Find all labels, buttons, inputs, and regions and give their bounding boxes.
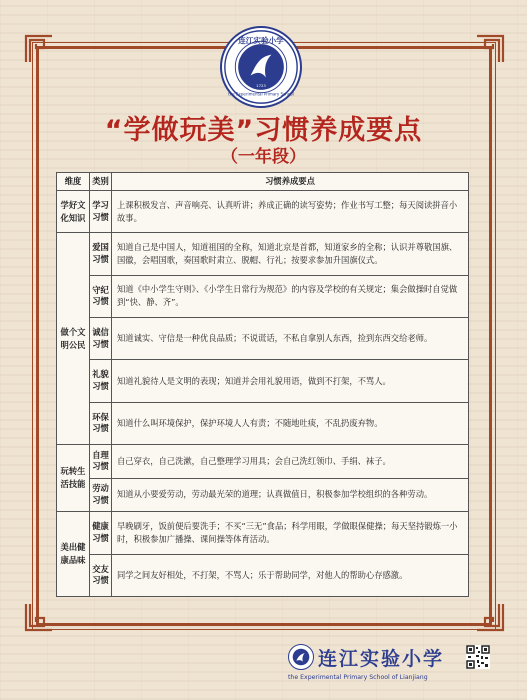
poster-title: “学做玩美”习惯养成要点 <box>104 115 423 146</box>
habits-table <box>56 172 469 597</box>
table-row <box>57 512 469 554</box>
corner-ornament-bottom-left <box>24 602 54 632</box>
points-cell: 同学之间友好相处，不打架，不骂人；乐于帮助同学，对他人的帮助心存感激。 <box>112 554 469 596</box>
corner-ornament-top-right <box>475 34 505 64</box>
table-row <box>57 275 469 317</box>
category-cell: 交友习惯 <box>90 554 112 596</box>
points-cell: 知道诚实、守信是一种优良品质；不说谎话，不私自拿别人东西，捡到东西交给老师。 <box>112 318 469 360</box>
poster-subtitle: （一年段） <box>221 147 306 167</box>
category-cell: 健康习惯 <box>90 512 112 554</box>
points-cell: 知道什么叫环境保护，保护环境人人有责；不随地吐痰，不乱扔废弃物。 <box>112 402 469 444</box>
header-category: 类别 <box>90 173 112 191</box>
dimension-cell: 玩转生活技能 <box>57 445 90 512</box>
school-name-cn: 连江实验小学 <box>318 648 445 670</box>
category-cell: 诚信习惯 <box>90 318 112 360</box>
school-brand <box>288 644 458 684</box>
table-row <box>57 402 469 444</box>
category-cell: 礼貌习惯 <box>90 360 112 402</box>
category-cell: 劳动习惯 <box>90 478 112 511</box>
table-row <box>57 478 469 511</box>
svg-text:连江实验小学: 连江实验小学 <box>238 36 284 46</box>
svg-text:1723: 1723 <box>256 82 266 88</box>
points-cell: 知道自己是中国人，知道祖国的全称，知道北京是首都，知道家乡的全称；认识并尊敬国旗、国徽，会唱国歌，奏国歌时肃立、脱帽、行礼；按要求参加升国旗仪式。 <box>112 233 469 275</box>
category-cell: 环保习惯 <box>90 402 112 444</box>
points-cell: 早晚刷牙，饭前便后要洗手；不买“三无”食品；科学用眼，学做眼保健操；每天坚持锻炼一小时，积极参加广播操、课间操等体育活动。 <box>112 512 469 554</box>
qr-code-icon <box>466 645 490 669</box>
habits-table-container <box>56 172 469 597</box>
category-cell: 守纪习惯 <box>90 275 112 317</box>
svg-text:the Experimental Primary Schoo: the Experimental Primary School <box>228 91 294 97</box>
category-cell: 自理习惯 <box>90 445 112 478</box>
corner-ornament-bottom-right <box>475 602 505 632</box>
school-name-en: the Experimental Primary School of Lianjiang <box>288 674 428 681</box>
points-cell: 知道从小要爱劳动，劳动最光荣的道理；认真做值日，积极参加学校组织的各种劳动。 <box>112 478 469 511</box>
points-cell: 自己穿衣，自己洗漱，自己整理学习用具；会自己洗红领巾、手绢、袜子。 <box>112 445 469 478</box>
school-logo <box>220 26 302 108</box>
category-cell: 爱国习惯 <box>90 233 112 275</box>
dimension-cell: 学好文化知识 <box>57 190 90 232</box>
category-cell: 学习习惯 <box>90 190 112 232</box>
dimension-cell: 美出健康品味 <box>57 512 90 597</box>
table-row <box>57 360 469 402</box>
header-dimension: 维度 <box>57 173 90 191</box>
corner-ornament-top-left <box>24 34 54 64</box>
school-logo-small <box>288 644 314 670</box>
table-header-row <box>57 173 469 191</box>
points-cell: 知道《中小学生守则》、《小学生日常行为规范》的内容及学校的有关规定；集会做操时自觉做到“快、静、齐”。 <box>112 275 469 317</box>
dimension-cell: 做个文明公民 <box>57 233 90 445</box>
table-row <box>57 445 469 478</box>
table-row <box>57 190 469 232</box>
points-cell: 知道礼貌待人是文明的表现；知道并会用礼貌用语，做到不打架，不骂人。 <box>112 360 469 402</box>
header-points: 习惯养成要点 <box>112 173 469 191</box>
table-row <box>57 554 469 596</box>
points-cell: 上课积极发言、声音响亮、认真听讲；养成正确的读写姿势；作业书写工整；每天阅读拼音小故事。 <box>112 190 469 232</box>
table-row <box>57 233 469 275</box>
table-row <box>57 318 469 360</box>
